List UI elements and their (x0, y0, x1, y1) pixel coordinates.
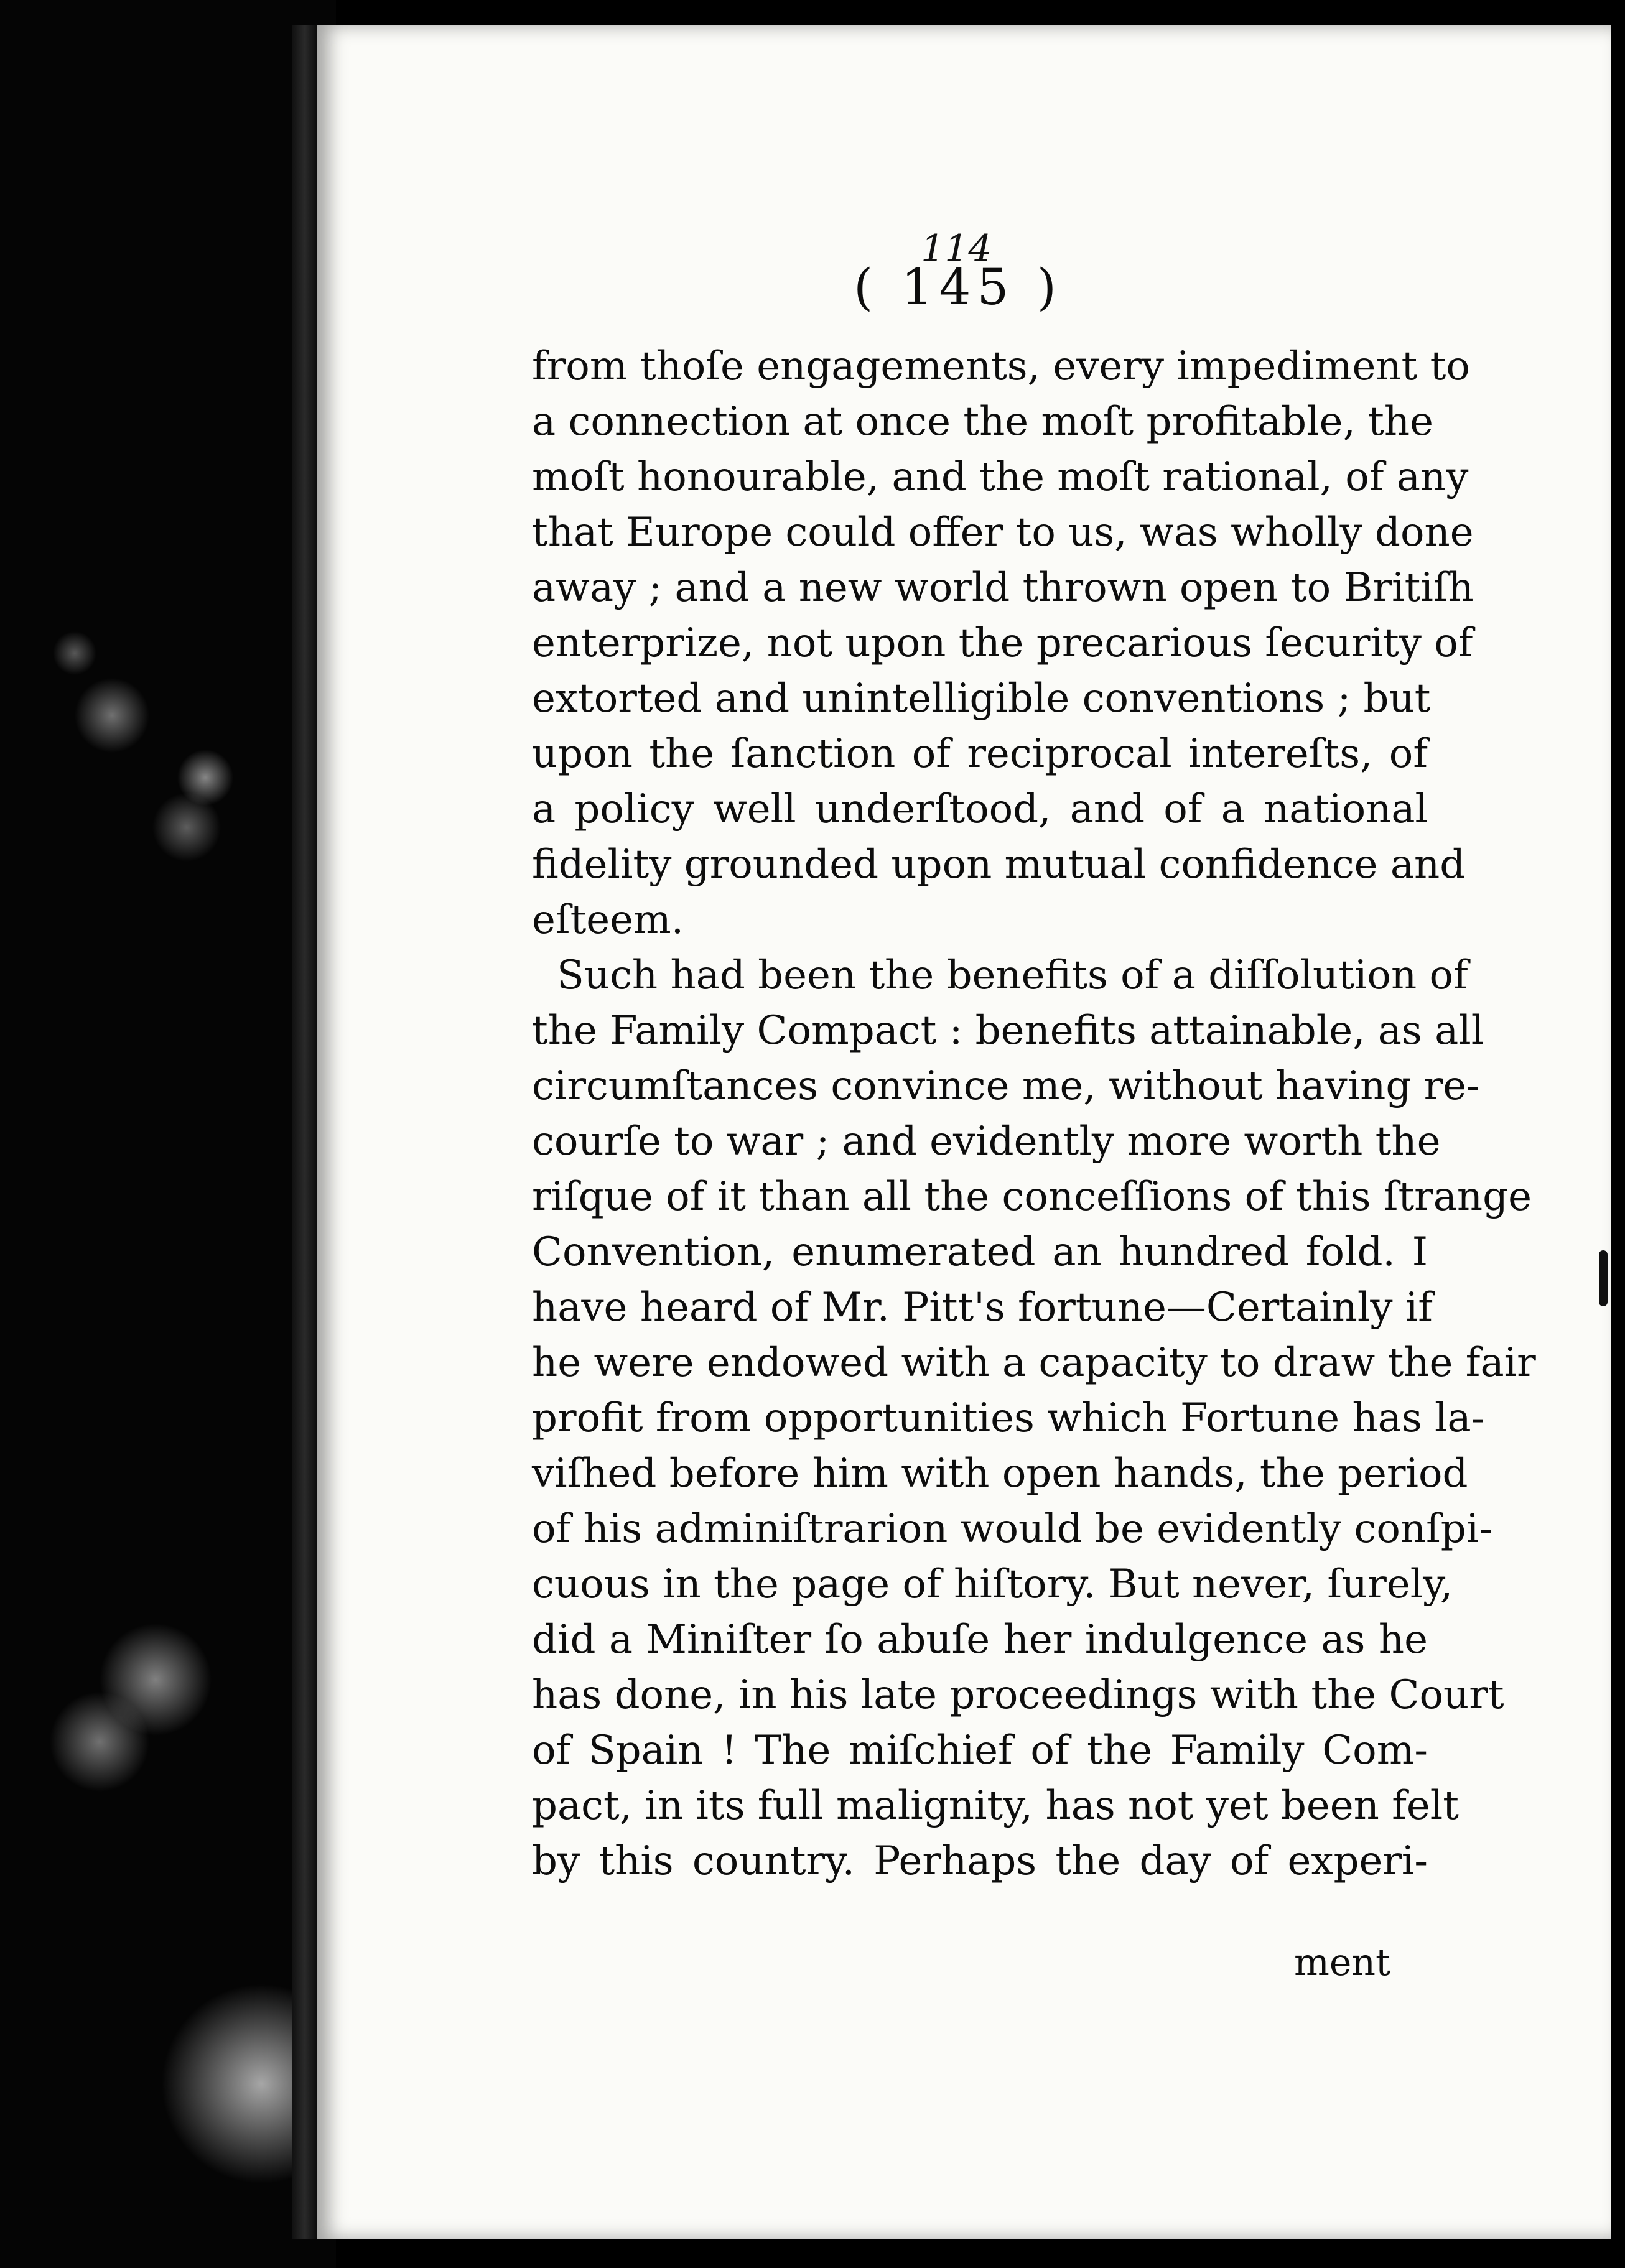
page-edge-mark (1599, 1250, 1608, 1306)
text-line: circumſtances convince me, without having re- (532, 1063, 1480, 1109)
body-text (532, 339, 1536, 1889)
text-line: courſe to war ; and evidently more worth the (532, 1118, 1441, 1164)
text-line: upon the ſanction of reciprocal intereſts, of (532, 731, 1428, 777)
text-line: from thoſe engagements, every impediment to (532, 343, 1470, 389)
text-line: enterprize, not upon the precarious ſecurity of (532, 620, 1473, 666)
text-line: extorted and unintelligible conventions ; but (532, 676, 1431, 722)
text-line: of his adminiſtrarion would be evidently conſpi- (532, 1506, 1492, 1552)
page-number: ( 145 ) (854, 258, 1063, 316)
text-line: pact, in its full malignity, has not yet been felt (532, 1783, 1459, 1829)
text-line: that Europe could offer to us, was wholly done (532, 509, 1474, 555)
text-line: by this country. Perhaps the day of experi- (532, 1838, 1428, 1884)
text-line: have heard of Mr. Pitt's fortune—Certainly if (532, 1285, 1433, 1331)
text-line: away ; and a new world thrown open to Britiſh (532, 565, 1474, 611)
text-line: eſteem. (532, 897, 684, 943)
text-line: he were endowed with a capacity to draw the fair (532, 1340, 1536, 1386)
text-line: of Spain ! The miſchief of the Family Com- (532, 1727, 1428, 1773)
text-line: riſque of it than all the conceſſions of this ſtrange (532, 1174, 1532, 1220)
text-line: profit from opportunities which Fortune has la- (532, 1395, 1485, 1441)
text-line: did a Miniſter ſo abuſe her indulgence as he (532, 1617, 1428, 1663)
text-line: viſhed before him with open hands, the period (532, 1451, 1468, 1497)
paragraph-start-line: Such had been the benefits of a diſſolution of (557, 952, 1468, 998)
book-binding-background (0, 0, 336, 2268)
text-line: Convention, enumerated an hundred fold. I (532, 1229, 1428, 1275)
text-line: the Family Compact : benefits attainable, as all (532, 1008, 1484, 1054)
handwritten-page-number: 114 (921, 227, 992, 271)
page-gutter-shadow (292, 25, 317, 2239)
text-line: cuous in the page of hiſtory. But never, ſurely, (532, 1561, 1453, 1607)
text-line: moſt honourable, and the moſt rational, of any (532, 454, 1469, 500)
text-line: a policy well underſtood, and of a national (532, 786, 1428, 832)
text-line: has done, in his late proceedings with the Court (532, 1672, 1504, 1718)
catchword: ment (1294, 1941, 1391, 1984)
text-line: fidelity grounded upon mutual confidence and (532, 842, 1466, 888)
text-line: a connection at once the moſt profitable, the (532, 399, 1433, 445)
